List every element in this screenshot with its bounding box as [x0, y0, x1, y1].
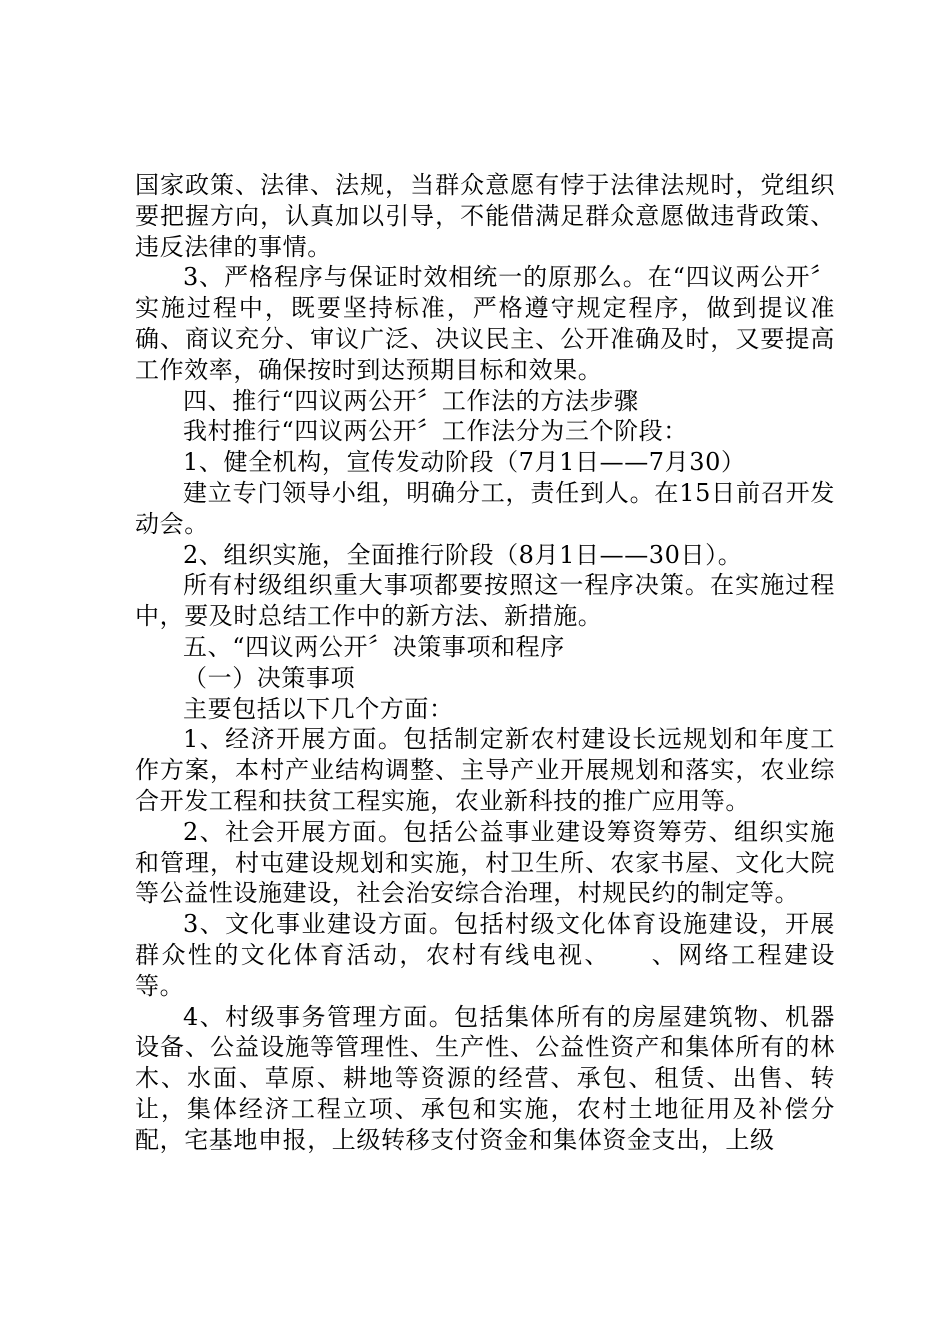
stage-2-body: 所有村级组织重大事项都要按照这一程序决策。在实施过程中，要及时总结工作中的新方法、新措施。: [135, 571, 835, 631]
paragraph-stages-intro: 我村推行“四议两公开〞工作法分为三个阶段：: [183, 417, 688, 446]
paragraph-continuation: 国家政策、法律、法规，当群众意愿有悖于法律法规时，党组织要把握方向，认真加以引导，不能借满足群众意愿做违背政策、违反法律的事情。: [135, 171, 835, 261]
section-heading-5: 五、“四议两公开〞决策事项和程序: [183, 632, 565, 661]
aspect-village-affairs: 4、村级事务管理方面。包括集体所有的房屋建筑物、机器设备、公益设施等管理性、生产性、公益性资产和集体所有的林木、水面、草原、耕地等资源的经营、承包、租赁、出售、转让，集体经济工程立项、承包和实施，农村土地征用及补偿分配，宅基地申报，上级转移支付资金和集体资金支出，上级: [135, 1002, 835, 1154]
stage-2-heading: 2、组织实施，全面推行阶段（8月1日——30日）。: [183, 540, 743, 569]
aspect-economy: 1、经济开展方面。包括制定新农村建设长远规划和年度工作方案，本村产业结构调整、主导产业开展规划和落实，农业综合开发工程和扶贫工程实施，农业新科技的推广应用等。: [135, 725, 835, 815]
subsection-heading-1: （一）决策事项: [183, 663, 356, 692]
document-body: [135, 170, 835, 1156]
aspect-culture: 3、文化事业建设方面。包括村级文化体育设施建设，开展群众性的文化体育活动，农村有线电视、 、网络工程建设等。: [135, 910, 835, 1000]
paragraph-principle-3: 3、严格程序与保证时效相统一的原那么。在“四议两公开〞实施过程中，既要坚持标准，严格遵守规定程序，做到提议准确、商议充分、审议广泛、决议民主、公开准确及时，又要提高工作效率，确保按时到达预期目标和效果。: [135, 263, 835, 384]
stage-1-body: 建立专门领导小组，明确分工，责任到人。在15日前召开发动会。: [135, 478, 835, 538]
stage-1-heading: 1、健全机构，宣传发动阶段（7月1日——7月30）: [183, 448, 746, 477]
paragraph-aspects-intro: 主要包括以下几个方面：: [183, 694, 454, 723]
aspect-society: 2、社会开展方面。包括公益事业建设筹资筹劳、组织实施和管理，村屯建设规划和实施，村卫生所、农家书屋、文化大院等公益性设施建设，社会治安综合治理，村规民约的制定等。: [135, 817, 835, 908]
section-heading-4: 四、推行“四议两公开〞工作法的方法步骤: [183, 386, 639, 415]
